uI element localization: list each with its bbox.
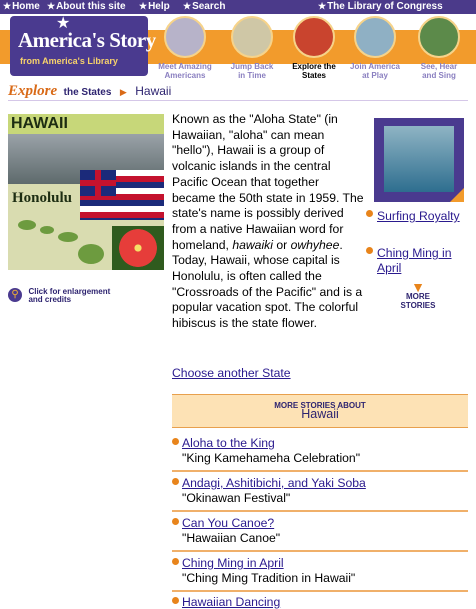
divider [8, 100, 468, 101]
nav-home-link[interactable]: ★Home [3, 1, 40, 12]
breadcrumb-explore[interactable]: Explore [8, 83, 58, 99]
island-shape [40, 226, 54, 234]
section-explore-the-states[interactable]: Explore the States [285, 16, 343, 80]
choose-another-state-link[interactable]: Choose another State [172, 366, 291, 380]
breadcrumb-arrow-icon: ▶ [119, 87, 127, 97]
section-join-america-at-play[interactable]: Join America at Play [346, 16, 404, 80]
nav-help-link[interactable]: ★Help [139, 1, 170, 12]
logo-star-icon: ★ [56, 15, 71, 32]
island-shape [78, 244, 104, 264]
more-stories-state: Hawaii [301, 407, 339, 421]
divider [172, 550, 468, 552]
story-subtitle: "Hawaiian Canoe" [182, 531, 281, 545]
nav-search-link[interactable]: ★Search [183, 1, 226, 12]
map-state-label: HAWAII [11, 115, 68, 132]
car-icon [293, 16, 335, 58]
portrait-icon [164, 16, 206, 58]
story-link[interactable]: Ching Ming in April [182, 556, 284, 570]
more-stories-heading: MORE STORIES ABOUT [271, 401, 369, 410]
divider [172, 470, 468, 472]
logo-title: America's Story [18, 28, 156, 52]
americas-story-logo[interactable] [10, 15, 156, 76]
story-link[interactable]: Andagi, Ashitibichi, and Yaki Soba [182, 476, 366, 490]
hibiscus-photo [112, 226, 164, 270]
more-stories-header [172, 394, 468, 428]
nav-loc-link[interactable]: ★The Library of Congress [318, 1, 443, 12]
bullet-icon [172, 518, 179, 525]
enlarge-link[interactable]: ⚲ Click for enlargement and credits [8, 288, 110, 306]
nav-about-link[interactable]: ★About this site [47, 1, 126, 12]
story-link[interactable]: Can You Canoe? [182, 516, 275, 530]
singer-icon [418, 16, 460, 58]
section-jump-back-in-time[interactable]: Jump Back in Time [223, 16, 281, 80]
article-text: Known as the "Aloha State" (in Hawaiian, "aloha" can mean "hello"), Hawaii is a group of volcanic islands in the central Pacific Ocean that together became the 50th state in 1959. The state's name is possibly derived from a native Hawaiian word for homeland, hawaiki or owhyhee. Today, Hawaii, whose capital is Honolulu, is often called the "Crossroads of the Pacific" and is a popular vacation spot. The colorful hibiscus is the state flower. [172, 112, 364, 331]
breadcrumb-current: Hawaii [135, 84, 172, 98]
logo-subtitle: from America's Library [20, 56, 118, 66]
arrow-down-icon: ▼ [411, 279, 425, 295]
ching-ming-link[interactable]: Ching Ming in April [377, 246, 452, 275]
more-stories-button[interactable]: ▼ MORE STORIES [388, 282, 448, 310]
site-header [0, 14, 476, 80]
clock-icon [231, 16, 273, 58]
story-subtitle: "King Kamehameha Celebration" [182, 451, 361, 465]
divider [172, 590, 468, 592]
bullet-icon [366, 210, 373, 217]
bullet-icon [366, 247, 373, 254]
bullet-icon [172, 558, 179, 565]
bullet-icon [172, 478, 179, 485]
union-jack-icon [80, 170, 116, 196]
bullet-icon [172, 438, 179, 445]
magnifier-icon: ⚲ [8, 288, 22, 302]
story-subtitle: "Ching Ming Tradition in Hawaii" [182, 571, 356, 585]
bullet-icon [172, 597, 179, 604]
story-link[interactable]: Aloha to the King [182, 436, 275, 450]
divider [172, 510, 468, 512]
story-subtitle: "Okinawan Festival" [182, 491, 291, 505]
map-city-label: Honolulu [12, 190, 73, 206]
story-link[interactable]: Hawaiian Dancing [182, 595, 281, 609]
surfing-photo[interactable] [374, 118, 464, 202]
surfing-royalty-link[interactable]: Surfing Royalty [377, 209, 460, 223]
island-shape [18, 220, 36, 230]
section-meet-amazing-americans[interactable]: Meet Amazing Americans [156, 16, 214, 80]
section-see-hear-and-sing[interactable]: See, Hear and Sing [410, 16, 468, 80]
island-shape [58, 232, 78, 242]
baseball-icon [354, 16, 396, 58]
top-nav-bar [0, 0, 476, 14]
breadcrumb-the-states[interactable]: the States [63, 87, 112, 98]
breadcrumb [8, 82, 171, 100]
hawaii-map-image[interactable] [8, 114, 164, 270]
